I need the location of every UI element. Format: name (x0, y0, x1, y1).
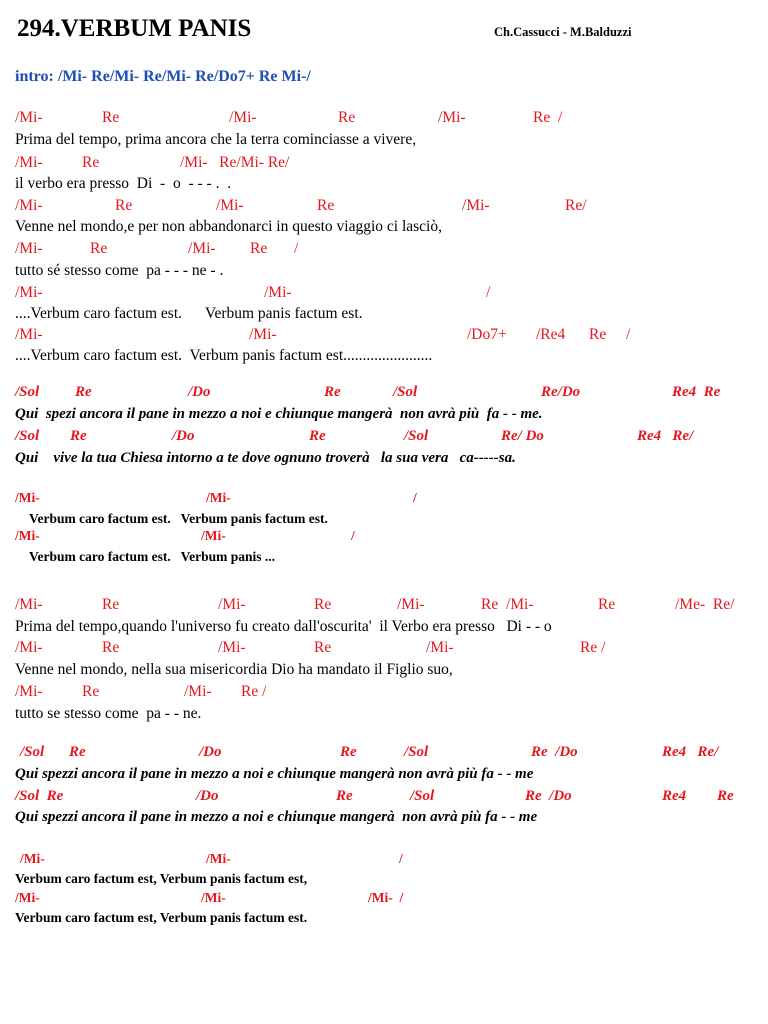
chord: /Mi- (15, 109, 43, 126)
chord: Re4 Re/ (662, 744, 719, 760)
chord: Re (338, 109, 356, 126)
chord: /Mi- (15, 528, 40, 543)
chord: Re/ Do (501, 428, 544, 444)
chord: /Sol (410, 788, 435, 804)
lyric-line: il verbo era presso Di - o - - - . . (15, 175, 232, 192)
chord: Re (70, 428, 87, 444)
chord: /Mi- (229, 109, 257, 126)
chord: Re /Do (531, 744, 578, 760)
lyric-line: Verbum caro factum est. Verbum panis factum est. (29, 511, 328, 526)
chord: /Mi- (249, 326, 277, 343)
chord: /Mi- (438, 109, 466, 126)
chord: /Mi- (206, 490, 231, 505)
chord: Re (82, 683, 100, 700)
chord: /Mi- (426, 639, 454, 656)
lyric-line: Verbum caro factum est, Verbum panis factum est. (15, 910, 308, 925)
lyric-line: Verbum caro factum est, Verbum panis factum est, (15, 871, 308, 886)
chord: /Mi- (15, 890, 40, 905)
chord: Re / (580, 639, 606, 656)
chord: Re (314, 639, 332, 656)
song-title: 294.VERBUM PANIS (17, 15, 252, 42)
chord: Re / (533, 109, 563, 126)
chord: /Sol (404, 428, 429, 444)
chord: Re (82, 154, 100, 171)
chord: Re /Do (525, 788, 572, 804)
chord: /Mi- (218, 596, 246, 613)
lyric-line: Prima del tempo, prima ancora che la terra cominciasse a vivere, (15, 131, 417, 148)
song-authors: Ch.Cassucci - M.Balduzzi (494, 25, 632, 39)
chord: Re (717, 788, 734, 804)
chord: /Mi- (188, 240, 216, 257)
chord: Re / (241, 683, 267, 700)
chord: /Mi- (264, 284, 292, 301)
chord: /Sol (15, 384, 40, 400)
chord: /Mi- (206, 851, 231, 866)
chord: /Mi- (397, 596, 425, 613)
chord: Re (340, 744, 357, 760)
chord: /Sol (20, 744, 45, 760)
chord: /Mi- (15, 284, 43, 301)
lyric-line: ....Verbum caro factum est. Verbum panis factum est. (15, 305, 363, 322)
chord: / (399, 851, 403, 866)
chord: Re (589, 326, 607, 343)
chord: Re (317, 197, 335, 214)
chord: / (294, 240, 299, 257)
chord: /Mi- (218, 639, 246, 656)
chord: Re (75, 384, 92, 400)
chord: /Mi- (15, 639, 43, 656)
chord: /Mi- (15, 326, 43, 343)
chord: /Mi- (20, 851, 45, 866)
chord: /Mi- (216, 197, 244, 214)
intro-chords: intro: /Mi- Re/Mi- Re/Mi- Re/Do7+ Re Mi-/ (15, 68, 311, 85)
chord: /Mi- (15, 154, 43, 171)
chord: /Mi- (15, 240, 43, 257)
chord: /Mi- (15, 683, 43, 700)
lyric-line: Qui spezzi ancora il pane in mezzo a noi e chiunque mangerà non avrà più fa - - me (15, 766, 534, 782)
chord: Re (102, 596, 120, 613)
chord: Re (69, 744, 86, 760)
chord: Re (102, 639, 120, 656)
chord: /Mi- (15, 197, 43, 214)
chord: Re (314, 596, 332, 613)
chord: Re /Mi- (481, 596, 534, 613)
chord: /Mi- Re/Mi- Re/ (180, 154, 290, 171)
chord: / (413, 490, 417, 505)
lyric-line: tutto se stesso come pa - - ne. (15, 705, 202, 722)
chord: /Mi- (184, 683, 212, 700)
lyric-line: Venne nel mondo, nella sua misericordia Dio ha mandato il Figlio suo, (15, 661, 453, 678)
chord: /Do (172, 428, 195, 444)
chord: Re (309, 428, 326, 444)
chord: /Sol (404, 744, 429, 760)
chord: /Do (199, 744, 222, 760)
chord: Re (115, 197, 133, 214)
chord: Re (598, 596, 616, 613)
chord: /Do7+ (467, 326, 507, 343)
chord: Re/Do (541, 384, 581, 400)
chord: / (351, 528, 355, 543)
lyric-line: tutto sé stesso come pa - - - ne - . (15, 262, 224, 279)
chord: /Re4 (536, 326, 566, 343)
chord: Re/ (565, 197, 587, 214)
chord: /Sol (15, 428, 40, 444)
chord: Re4 (662, 788, 687, 804)
lyric-line: Venne nel mondo,e per non abbandonarci in questo viaggio ci lasciò, (15, 218, 442, 235)
chord: /Mi- (201, 528, 226, 543)
chord: Re (324, 384, 341, 400)
chord: Re4 Re (672, 384, 721, 400)
lyric-line: Qui spezzi ancora il pane in mezzo a noi e chiunque mangerà non avrà più fa - - me (15, 809, 538, 825)
lyric-line: Qui vive la tua Chiesa intorno a te dove ognuno troverà la sua vera ca-----sa. (15, 450, 516, 466)
chord: /Me- Re/ (675, 596, 735, 613)
chord: / (626, 326, 631, 343)
chord: Re4 Re/ (637, 428, 694, 444)
chord: Re (102, 109, 120, 126)
chord: Re (90, 240, 108, 257)
chord: /Do (188, 384, 211, 400)
chord: Re (250, 240, 268, 257)
chord: /Sol (393, 384, 418, 400)
chord: /Mi- (201, 890, 226, 905)
chord: /Mi- (15, 490, 40, 505)
chord: /Mi- (462, 197, 490, 214)
chord: /Do (196, 788, 219, 804)
lyric-line: Prima del tempo,quando l'universo fu creato dall'oscurita' il Verbo era presso Di - - o (15, 618, 552, 635)
lyric-line: ....Verbum caro factum est. Verbum panis factum est....................... (15, 347, 433, 364)
chord: /Mi- (15, 596, 43, 613)
chord: / (486, 284, 491, 301)
chord: Re (336, 788, 353, 804)
chord: /Mi- / (368, 890, 404, 905)
lyric-line: Qui spezi ancora il pane in mezzo a noi e chiunque mangerà non avrà più fa - - me. (15, 406, 543, 422)
lyric-line: Verbum caro factum est. Verbum panis ... (29, 549, 276, 564)
chord: /Sol Re (15, 788, 64, 804)
